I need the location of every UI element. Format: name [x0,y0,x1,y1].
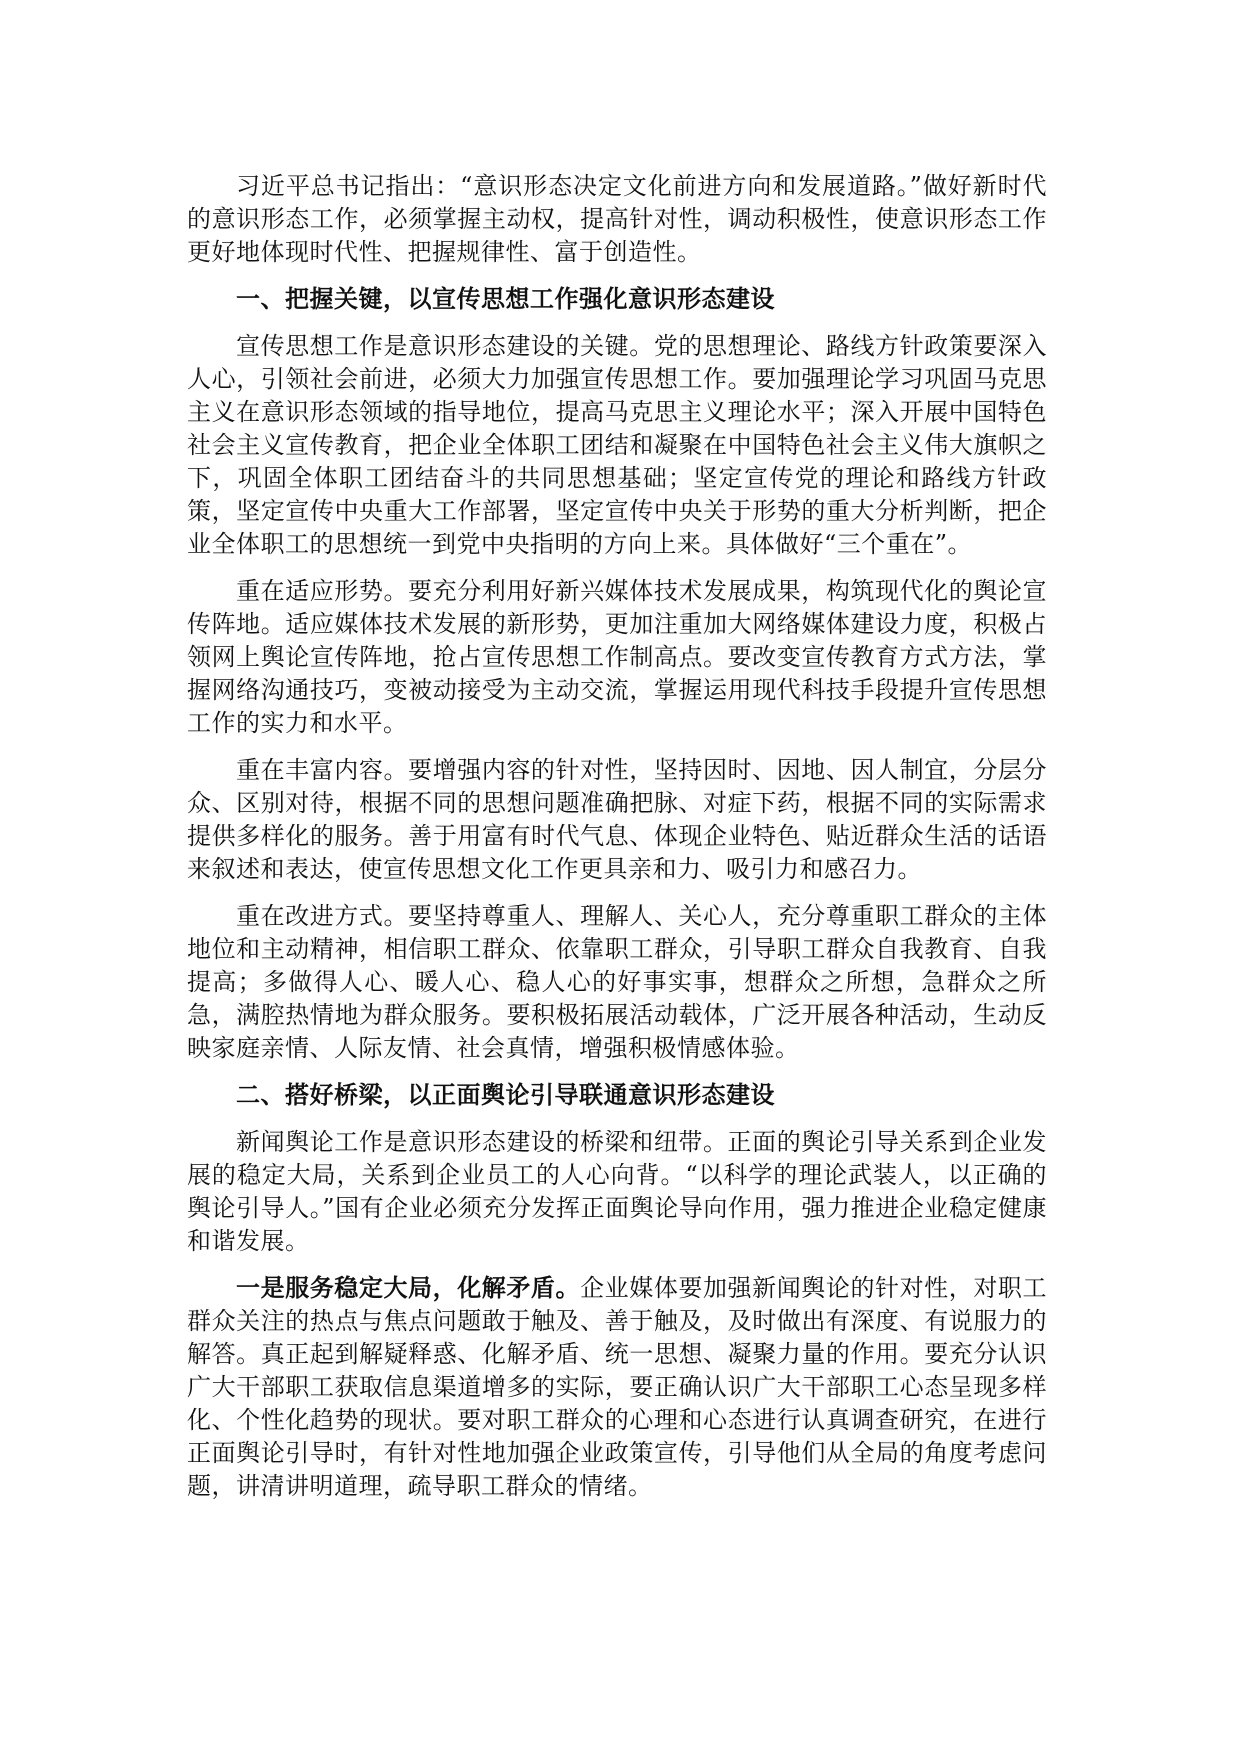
section-1-paragraph: 宣传思想工作是意识形态建设的关键。党的思想理论、路线方针政策要深入人心，引领社会前进，必须大力加强宣传思想工作。要加强理论学习巩固马克思主义在意识形态领域的指导地位，提高马克思主义理论水平；深入开展中国特色社会主义宣传教育，把企业全体职工团结和凝聚在中国特色社会主义伟大旗帜之下，巩固全体职工团结奋斗的共同思想基础；坚定宣传党的理论和路线方针政策，坚定宣传中央重大工作部署，坚定宣传中央关于形势的重大分析判断，把企业全体职工的思想统一到党中央指明的方向上来。具体做好“三个重在”。 [187,332,1047,558]
section-2-point-1 [187,1272,1047,1503]
section-1-paragraph: 重在丰富内容。要增强内容的针对性，坚持因时、因地、因人制宜，分层分众、区别对待，根据不同的思想问题准确把脉、对症下药，根据不同的实际需求提供多样化的服务。善于用富有时代气息、体现企业特色、贴近群众生活的话语来叙述和表达，使宣传思想文化工作更具亲和力、吸引力和感召力。 [187,756,1047,883]
point-1-body: 企业媒体要加强新闻舆论的针对性，对职工群众关注的热点与焦点问题敢于触及、善于触及，及时做出有深度、有说服力的解答。真正起到解疑释惑、化解矛盾、统一思想、凝聚力量的作用。要充分认识广大干部职工获取信息渠道增多的实际，要正确认识广大干部职工心态呈现多样化、个性化趋势的现状。要对职工群众的心理和心态进行认真调查研究，在进行正面舆论引导时，有针对性地加强企业政策宣传，引导他们从全局的角度考虑问题，讲清讲明道理，疏导职工群众的情绪。 [187,1274,1047,1500]
document-page [187,170,1047,1517]
intro-paragraph: 习近平总书记指出：“意识形态决定文化前进方向和发展道路。”做好新时代的意识形态工作，必须掌握主动权，提高针对性，调动积极性，使意识形态工作更好地体现时代性、把握规律性、富于创造性。 [187,172,1047,266]
section-1-paragraph: 重在适应形势。要充分利用好新兴媒体技术发展成果，构筑现代化的舆论宣传阵地。适应媒体技术发展的新形势，更加注重加大网络媒体建设力度，积极占领网上舆论宣传阵地，抢占宣传思想工作制高点。要改变宣传教育方式方法，掌握网络沟通技巧，变被动接受为主动交流，掌握运用现代科技手段提升宣传思想工作的实力和水平。 [187,577,1047,737]
section-2-paragraph: 新闻舆论工作是意识形态建设的桥梁和纽带。正面的舆论引导关系到企业发展的稳定大局，关系到企业员工的人心向背。“以科学的理论武装人，以正确的舆论引导人。”国有企业必须充分发挥正面舆论导向作用，强力推进企业稳定健康和谐发展。 [187,1128,1047,1255]
section-1-heading: 一、把握关键，以宣传思想工作强化意识形态建设 [236,285,775,313]
section-1-paragraph: 重在改进方式。要坚持尊重人、理解人、关心人，充分尊重职工群众的主体地位和主动精神，相信职工群众、依靠职工群众，引导职工群众自我教育、自我提高；多做得人心、暖人心、稳人心的好事实事，想群众之所想，急群众之所急，满腔热情地为群众服务。要积极拓展活动载体，广泛开展各种活动，生动反映家庭亲情、人际友情、社会真情，增强积极情感体验。 [187,902,1047,1062]
point-1-lead: 一是服务稳定大局，化解矛盾。 [236,1274,581,1302]
section-2-heading: 二、搭好桥梁，以正面舆论引导联通意识形态建设 [236,1081,775,1109]
